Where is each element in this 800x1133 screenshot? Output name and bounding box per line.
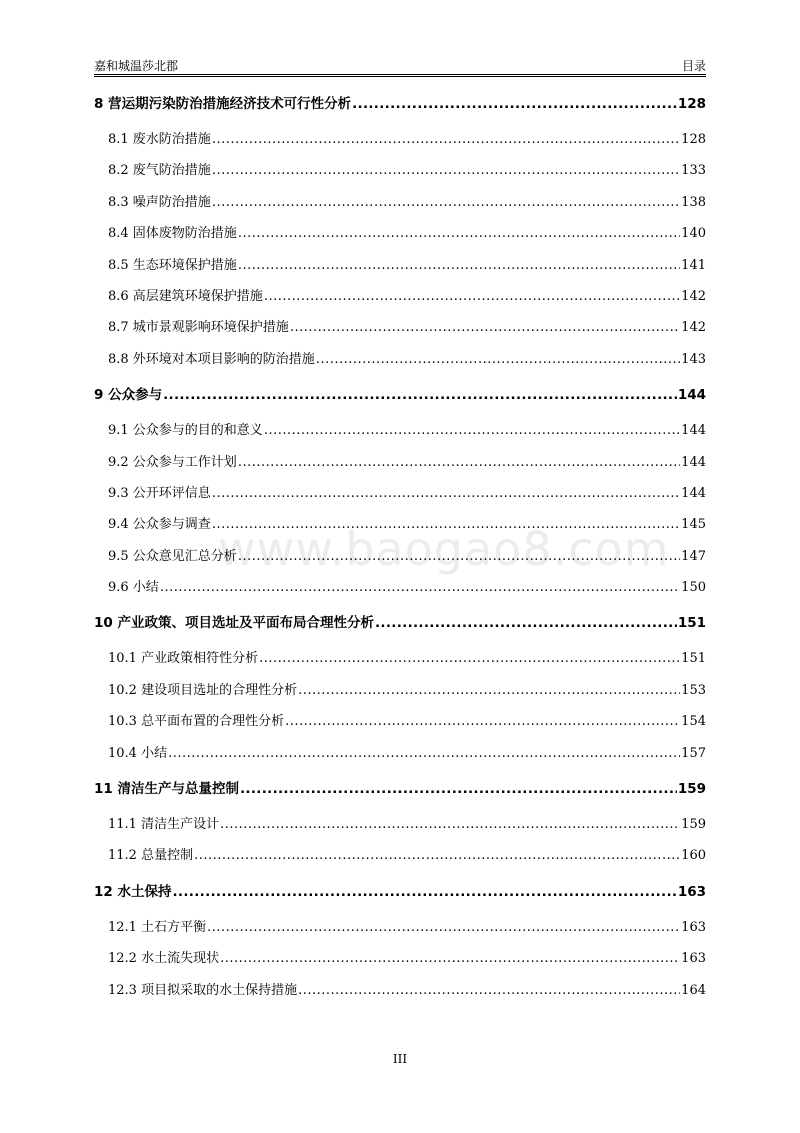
toc-entry-page-number: 128 <box>677 96 706 112</box>
toc-leader-dots <box>212 517 680 532</box>
page-header <box>94 52 706 74</box>
toc-entry-label: 10.3 总平面布置的合理性分析 <box>108 714 285 730</box>
toc-entry-label: 11.2 总量控制 <box>108 848 194 864</box>
toc-section-entry[interactable] <box>94 285 706 316</box>
toc-leader-dots <box>194 848 680 863</box>
toc-entry-page-number: 142 <box>681 320 706 336</box>
toc-entry-label: 8.5 生态环境保护措施 <box>108 257 237 273</box>
toc-entry-page-number: 144 <box>681 454 706 470</box>
toc-entry-label: 10.1 产业政策相符性分析 <box>108 651 259 667</box>
toc-chapter-entry[interactable] <box>94 92 706 128</box>
toc-entry-page-number: 154 <box>681 714 706 730</box>
toc-leader-dots <box>259 651 680 666</box>
toc-leader-dots <box>238 549 680 564</box>
toc-section-entry[interactable] <box>94 419 706 450</box>
toc-entry-label: 12.2 水土流失现状 <box>108 951 220 967</box>
toc-leader-dots <box>298 683 680 698</box>
toc-section-entry[interactable] <box>94 742 706 773</box>
toc-entry-label: 11.1 清洁生产设计 <box>108 817 220 833</box>
toc-section-entry[interactable] <box>94 191 706 222</box>
toc-entry-page-number: 147 <box>681 548 706 564</box>
toc-entry-page-number: 128 <box>681 132 706 147</box>
toc-entry-label: 8.3 噪声防治措施 <box>108 194 211 210</box>
toc-section-entry[interactable] <box>94 844 706 875</box>
toc-leader-dots <box>163 387 677 403</box>
toc-section-entry[interactable] <box>94 545 706 576</box>
toc-section-entry[interactable] <box>94 513 706 544</box>
toc-entry-page-number: 141 <box>681 257 706 273</box>
toc-entry-label: 8.2 废气防治措施 <box>108 163 211 179</box>
toc-chapter-entry[interactable] <box>94 611 706 647</box>
toc-section-entry[interactable] <box>94 710 706 741</box>
toc-leader-dots <box>264 423 680 438</box>
toc-chapter-entry[interactable] <box>94 777 706 813</box>
toc-leader-dots <box>160 580 680 595</box>
toc-entry-page-number: 153 <box>681 682 706 698</box>
toc-entry-page-number: 163 <box>681 951 706 967</box>
toc-section-entry[interactable] <box>94 647 706 678</box>
toc-section-entry[interactable] <box>94 159 706 190</box>
toc-entry-label: 8.1 废水防治措施 <box>108 132 211 147</box>
toc-leader-dots <box>212 163 680 178</box>
page-number: III <box>392 1052 408 1066</box>
toc-entry-page-number: 160 <box>681 848 706 864</box>
toc-entry-label: 9.6 小结 <box>108 580 159 596</box>
toc-leader-dots <box>238 258 680 273</box>
toc-section-entry[interactable] <box>94 576 706 607</box>
header-document-title: 嘉和城温莎北郡 <box>94 59 179 73</box>
toc-section-entry[interactable] <box>94 316 706 347</box>
toc-entry-page-number: 163 <box>681 919 706 935</box>
toc-section-entry[interactable] <box>94 947 706 978</box>
toc-leader-dots <box>212 195 680 210</box>
toc-leader-dots <box>316 352 680 367</box>
toc-entry-page-number: 144 <box>681 423 706 439</box>
toc-section-entry[interactable] <box>94 348 706 379</box>
toc-entry-page-number: 159 <box>681 817 706 833</box>
toc-leader-dots <box>264 289 680 304</box>
toc-section-entry[interactable] <box>94 482 706 513</box>
table-of-contents <box>94 92 706 1010</box>
toc-entry-label: 9.3 公开环评信息 <box>108 485 211 501</box>
toc-entry-page-number: 144 <box>677 387 706 404</box>
header-rule <box>94 74 706 77</box>
toc-entry-label: 8.6 高层建筑环境保护措施 <box>108 288 263 304</box>
toc-entry-page-number: 144 <box>681 485 706 501</box>
toc-entry-page-number: 164 <box>681 982 706 998</box>
toc-entry-page-number: 140 <box>681 226 706 242</box>
toc-entry-label: 12.1 土石方平衡 <box>108 919 207 935</box>
toc-leader-dots <box>207 920 680 935</box>
toc-leader-dots <box>375 615 677 631</box>
toc-chapter-entry[interactable] <box>94 880 706 916</box>
toc-entry-label: 12 水土保持 <box>94 883 172 900</box>
toc-entry-label: 8 营运期污染防治措施经济技术可行性分析 <box>94 96 352 112</box>
toc-entry-page-number: 143 <box>681 351 706 367</box>
toc-leader-dots <box>290 320 680 335</box>
watermark-text: www.baogao8.com <box>218 522 670 576</box>
toc-entry-page-number: 151 <box>681 651 706 667</box>
toc-entry-page-number: 163 <box>677 883 706 900</box>
toc-leader-dots <box>240 781 677 797</box>
toc-entry-page-number: 151 <box>677 615 706 632</box>
toc-entry-label: 10 产业政策、项目选址及平面布局合理性分析 <box>94 615 374 632</box>
toc-leader-dots <box>212 132 680 147</box>
header-section-title: 目录 <box>681 59 706 73</box>
toc-section-entry[interactable] <box>94 222 706 253</box>
toc-entry-label: 12.3 项目拟采取的水土保持措施 <box>108 982 298 998</box>
toc-leader-dots <box>352 96 677 112</box>
toc-entry-page-number: 157 <box>681 745 706 761</box>
toc-entry-label: 9.2 公众参与工作计划 <box>108 454 237 470</box>
toc-entry-label: 9.5 公众意见汇总分析 <box>108 548 237 564</box>
toc-leader-dots <box>212 486 680 501</box>
toc-section-entry[interactable] <box>94 451 706 482</box>
toc-entry-label: 9.4 公众参与调查 <box>108 517 211 533</box>
toc-section-entry[interactable] <box>94 254 706 285</box>
toc-section-entry[interactable] <box>94 128 706 159</box>
toc-entry-label: 10.2 建设项目选址的合理性分析 <box>108 682 298 698</box>
toc-entry-label: 9 公众参与 <box>94 387 163 404</box>
toc-entry-page-number: 133 <box>681 163 706 179</box>
toc-entry-page-number: 138 <box>681 194 706 210</box>
toc-entry-label: 8.8 外环境对本项目影响的防治措施 <box>108 351 315 367</box>
toc-entry-page-number: 145 <box>681 517 706 533</box>
toc-section-entry[interactable] <box>94 979 706 1010</box>
toc-section-entry[interactable] <box>94 679 706 710</box>
toc-leader-dots <box>220 817 680 832</box>
toc-section-entry[interactable] <box>94 916 706 947</box>
toc-entry-label: 9.1 公众参与的目的和意义 <box>108 423 263 439</box>
toc-leader-dots <box>168 746 680 761</box>
toc-entry-page-number: 142 <box>681 288 706 304</box>
toc-entry-label: 8.4 固体废物防治措施 <box>108 226 237 242</box>
toc-entry-page-number: 150 <box>681 580 706 596</box>
toc-leader-dots <box>238 455 680 470</box>
toc-entry-page-number: 159 <box>677 781 706 798</box>
toc-leader-dots <box>298 983 680 998</box>
toc-entry-label: 8.7 城市景观影响环境保护措施 <box>108 320 289 336</box>
toc-leader-dots <box>285 714 680 729</box>
toc-entry-label: 11 清洁生产与总量控制 <box>94 781 239 798</box>
toc-chapter-entry[interactable] <box>94 383 706 419</box>
toc-leader-dots <box>220 951 680 966</box>
toc-leader-dots <box>173 884 677 900</box>
toc-leader-dots <box>238 226 680 241</box>
toc-section-entry[interactable] <box>94 813 706 844</box>
toc-entry-label: 10.4 小结 <box>108 745 168 761</box>
